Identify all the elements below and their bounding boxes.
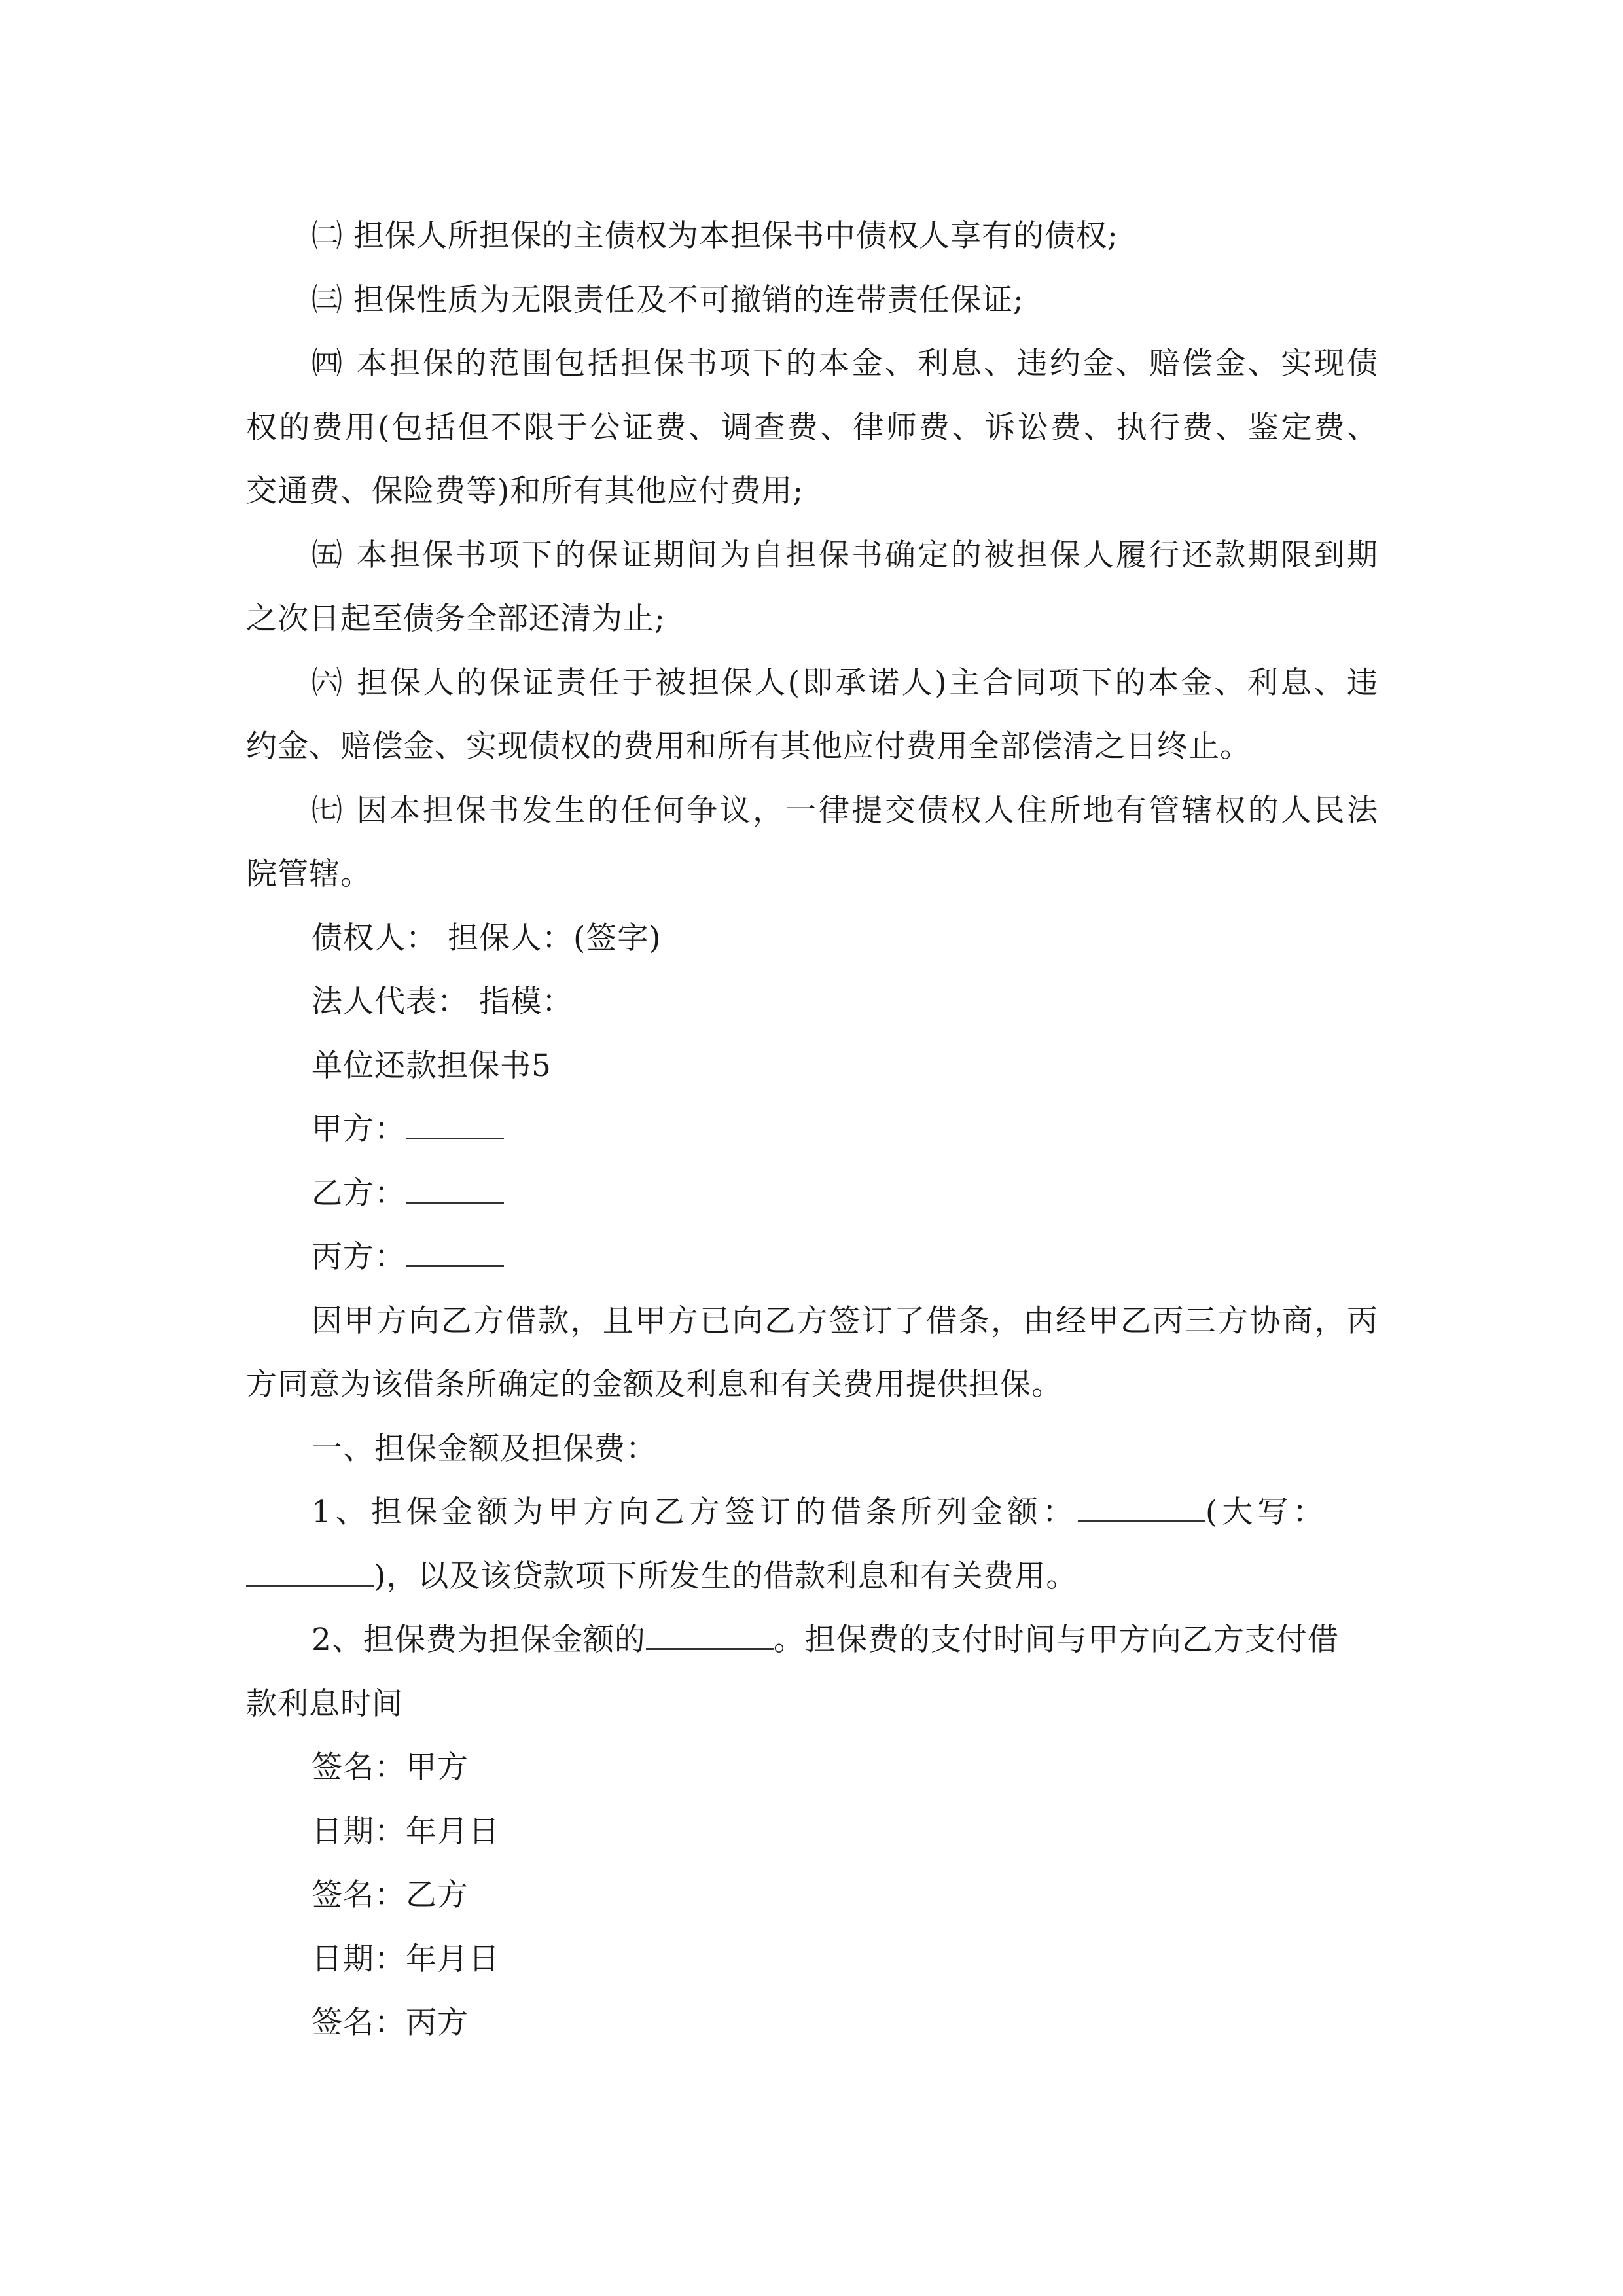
preamble-line-2: 方同意为该借条所确定的金额及利息和有关费用提供担保。 [246,1367,1063,1403]
clause-4-line-2: 权的费用(包括但不限于公证费、调查费、律师费、诉讼费、执行费、鉴定费、 [246,409,1378,446]
party-b-label: 乙方： [312,1175,406,1211]
clause-6-line-1: ㈥ 担保人的保证责任于被担保人(即承诺人)主合同项下的本金、利息、违 [312,664,1378,701]
date-party-a: 日期：年月日 [312,1813,500,1850]
signature-party-b: 签名：乙方 [312,1877,469,1913]
item-2-line-1 [246,1608,1378,1672]
party-c-row [246,1225,1378,1289]
clause-4-line-3: 交通费、保险费等)和所有其他应付费用; [246,473,804,509]
clause-3: ㈢ 担保性质为无限责任及不可撤销的连带责任保证; [312,281,1024,318]
section-title: 单位还款担保书5 [312,1047,552,1084]
item-2-line-2: 款利息时间 [246,1685,403,1722]
clause-7-line-1: ㈦ 因本担保书发生的任何争议，一律提交债权人住所地有管辖权的人民法 [312,792,1378,829]
signature-party-a: 签名：甲方 [312,1749,469,1785]
clause-5-line-2: 之次日起至债务全部还清为止; [246,601,666,637]
party-b-row [246,1162,1378,1226]
signature-party-c: 签名：丙方 [312,2005,469,2041]
party-a-label: 甲方： [312,1111,406,1147]
item-1-text: 1、担保金额为甲方向乙方签订的借条所列金额： [312,1494,1078,1530]
item-1-continuation: )，以及该贷款项下所发生的借款利息和有关费用。 [374,1558,1078,1594]
item-2-continuation: 。担保费的支付时间与甲方向乙方支付借 [773,1622,1339,1658]
fee-rate-blank [646,1614,774,1650]
party-c-label: 丙方： [312,1239,406,1275]
clause-7-line-2: 院管辖。 [246,856,372,892]
item-1-line-1 [246,1480,1378,1545]
party-c-blank [406,1231,504,1267]
item-2-text: 2、担保费为担保金额的 [312,1622,646,1658]
amount-capital-blank [246,1551,374,1587]
party-a-row [246,1098,1378,1162]
clause-6-line-2: 约金、赔偿金、实现债权的费用和所有其他应付费用全部偿清之日终止。 [246,728,1251,764]
signature-creditor-guarantor: 债权人： 担保人：(签字) [312,920,662,956]
heading-guarantee-amount: 一、担保金额及担保费： [312,1430,657,1467]
party-a-blank [406,1103,504,1139]
document-body [246,204,1378,2055]
amount-blank [1078,1486,1205,1522]
preamble-line-1: 因甲方向乙方借款，且甲方已向乙方签订了借条，由经甲乙丙三方协商，丙 [312,1302,1378,1339]
item-1-capital-label: (大写： [1205,1494,1329,1530]
clause-2: ㈡ 担保人所担保的主债权为本担保书中债权人享有的债权; [312,218,1118,254]
date-party-b: 日期：年月日 [312,1941,500,1977]
clause-4-line-1: ㈣ 本担保的范围包括担保书项下的本金、利息、违约金、赔偿金、实现债 [312,346,1378,382]
party-b-blank [406,1168,504,1204]
item-1-line-2 [246,1545,1378,1609]
signature-legal-rep: 法人代表： 指模： [312,984,573,1020]
clause-5-line-1: ㈤ 本担保书项下的保证期间为自担保书确定的被担保人履行还款期限到期 [312,537,1378,573]
